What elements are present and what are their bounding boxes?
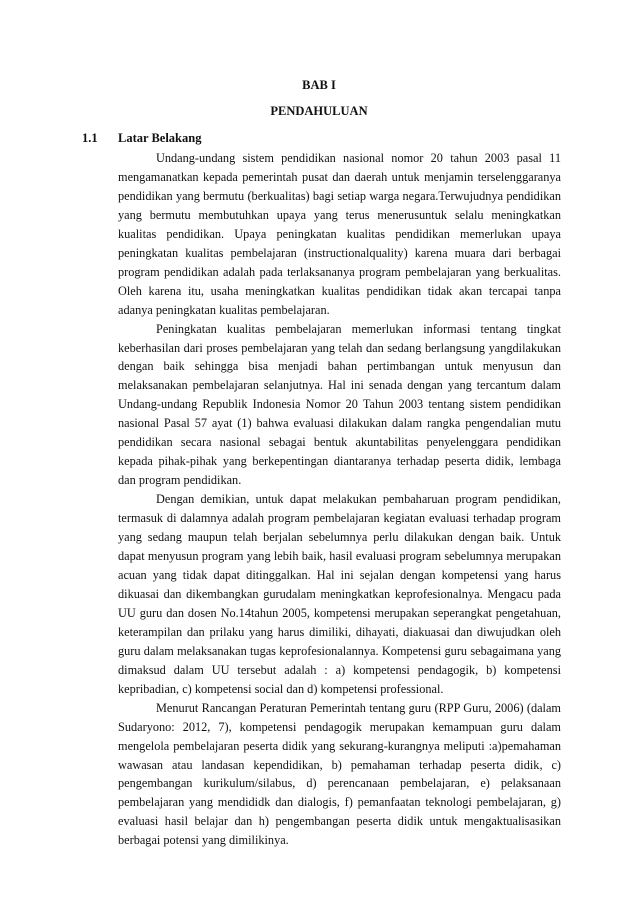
paragraph: Peningkatan kualitas pembelajaran memerlukan informasi tentang tingkat keberhasilan dari proses pembelajaran yang telah dan sedang berlangsung yangdilakukan dengan baik sehingga bisa menjadi bahan pertimbangan untuk menyusun dan melaksanakan pembelajaran selanjutnya. Hal ini senada dengan yang tercantum dalam Undang-undang Republik Indonesia Nomor 20 Tahun 2003 tentang sistem pendidikan nasional Pasal 57 ayat (1) bahwa evaluasi dilakukan dalam rangka pengendalian mutu pendidikan secara nasional sebagai bentuk akuntabilitas penyelenggara pendidikan kepada pihak-pihak yang berkepentingan diantaranya terhadap peserta didik, lembaga dan program pendidikan. [118, 321, 561, 488]
section-title: Latar Belakang [118, 131, 202, 145]
section-number: 1.1 [82, 131, 98, 145]
paragraph: Undang-undang sistem pendidikan nasional nomor 20 tahun 2003 pasal 11 mengamanatkan kepada pemerintah pusat dan daerah untuk menjamin terselenggaranya pendidikan yang bermutu (berkualitas) bagi setiap warga negara.Terwujudnya pendidikan yang bermutu membutuhkan upaya yang terus menerusuntuk selalu meningkatkan kualitas pendidikan. Upaya peningkatan kualitas pendidikan memerlukan upaya peningkatan kualitas pembelajaran (instructionalquality) karena muara dari berbagai program pendidikan adalah pada terlaksananya program pembelajaran yang berkualitas. Oleh karena itu, usaha meningkatkan kualitas pendidikan tidak akan tercapai tanpa adanya peningkatan kualitas pembelajaran. [118, 151, 561, 317]
paragraph: Menurut Rancangan Peraturan Pemerintah tentang guru (RPP Guru, 2006) (dalam Sudaryono: 2012, 7), kompetensi pendagogik merupakan kemampuan guru dalam mengelola pembelajaran peserta didik yang sekurang-kurangnya meliputi :a)pemahaman wawasan atau landasan kependidikan, b) pemahaman terhadap peserta didik, c) pengembangan kurikulum/silabus, d) perencanaan pembelajaran, e) pelaksanaan pembelajaran yang mendididk dan dialogis, f) pemanfaatan teknologi pembelajaran, g) evaluasi hasil belajar dan h) pengembangan peserta didik untuk mengaktualisasikan berbagai potensi yang dimilikinya. [118, 700, 561, 848]
chapter-number: BAB I [302, 78, 336, 92]
paragraph: Dengan demikian, untuk dapat melakukan pembaharuan program pendidikan, termasuk di dalamnya adalah program pembelajaran kegiatan evaluasi terhadap program yang sedang maupun telah berjalan sebelumnya perlu dilakukan dengan baik. Untuk dapat menyusun program yang lebih baik, hasil evaluasi program sebelumnya merupakan acuan yang tidak dapat ditinggalkan. Hal ini sejalan dengan kompetensi yang harus dikuasai dan dikembangkan gurudalam meningkatkan keprofesionalnya. Mengacu pada UU guru dan dosen No.14tahun 2005, kompetensi merupakan seperangkat pengetahuan, keterampilan dan prilaku yang harus dimiliki, dihayati, diakuasai dan diwujudkan oleh guru dalam melaksanakan tugas keprofesionalannya. Kompetensi guru sebagaimana yang dimaksud dalam UU tersebut adalah : a) kompetensi pendagogik, b) kompetensi kepribadian, c) kompetensi social dan d) kompetensi professional. [118, 492, 561, 696]
section-body [118, 149, 561, 850]
chapter-title: PENDAHULUAN [270, 104, 368, 118]
